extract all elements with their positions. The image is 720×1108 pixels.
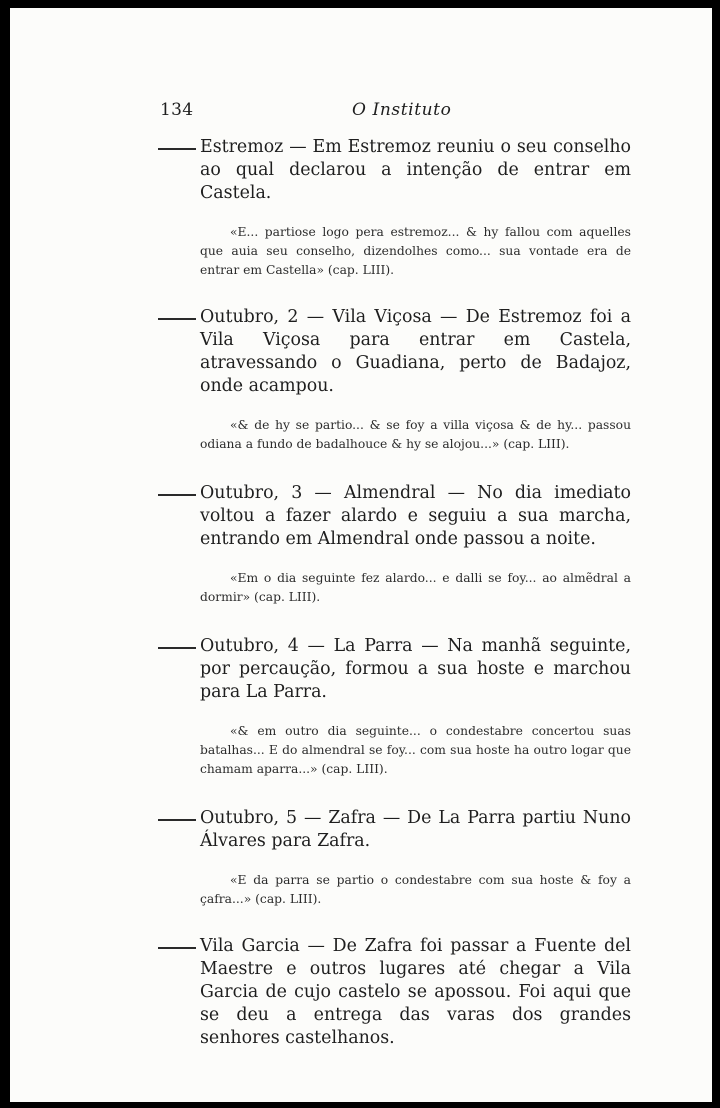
entry-text: Outubro, 2 — Vila Viçosa — De Estremoz foi a Vila Viçosa para entrar em Castela, atravessando o Guadiana, perto de Badajoz, onde acampou. (200, 307, 631, 396)
entry-text: Outubro, 3 — Almendral — No dia imediato voltou a fazer alardo e seguiu a sua marcha, entrando em Almendral onde passou a noite. (200, 483, 631, 549)
entry-dash (158, 148, 196, 150)
page-header (160, 100, 622, 120)
entry-quote: «& em outro dia seguinte... o condestabre concertou suas batalhas... E do almendral se foy... com sua hoste ha outro logar que chamam aparra...» (cap. LIII). (200, 724, 631, 776)
entry-quote: «E da parra se partio o condestabre com sua hoste & foy a çafra...» (cap. LIII). (200, 873, 631, 906)
entry-dash (158, 819, 196, 821)
entry-zafra (200, 807, 631, 909)
entry-vila-garcia (200, 935, 631, 1050)
entry-text: Vila Garcia — De Zafra foi passar a Fuente del Maestre e outros lugares até chegar a Vila Garcia de cujo castelo se apossou. Foi aqui que se deu a entrega das varas dos grandes senhores castelhanos. (200, 936, 631, 1048)
entry-dash (158, 318, 196, 320)
page-number: 134 (160, 100, 194, 120)
running-title: O Instituto (352, 100, 452, 120)
entry-estremoz (200, 136, 631, 280)
entry-quote: «& de hy se partio... & se foy a villa viçosa & de hy... passou odiana a fundo de badalhouce & hy se alojou...» (cap. LIII). (200, 418, 631, 451)
entry-vila-vicosa (200, 306, 631, 454)
entry-text: Estremoz — Em Estremoz reuniu o seu conselho ao qual declarou a intenção de entrar em Castela. (200, 137, 631, 203)
entry-dash (158, 947, 196, 949)
entry-almendral (200, 482, 631, 607)
entry-quote: «E... partiose logo pera estremoz... & hy fallou com aquelles que auia seu conselho, dizendolhes como... sua vontade era de entrar em Castella» (cap. LIII). (200, 225, 631, 277)
chronology-entries (10, 136, 712, 1050)
entry-quote: «Em o dia seguinte fez alardo... e dalli se foy... ao almẽdral a dormir» (cap. LIII). (200, 571, 631, 604)
entry-dash (158, 647, 196, 649)
entry-text: Outubro, 4 — La Parra — Na manhã seguinte, por percaução, formou a sua hoste e marchou para La Parra. (200, 636, 631, 702)
entry-text: Outubro, 5 — Zafra — De La Parra partiu Nuno Álvares para Zafra. (200, 808, 631, 851)
entry-la-parra (200, 635, 631, 779)
book-page (10, 8, 712, 1102)
entry-dash (158, 494, 196, 496)
